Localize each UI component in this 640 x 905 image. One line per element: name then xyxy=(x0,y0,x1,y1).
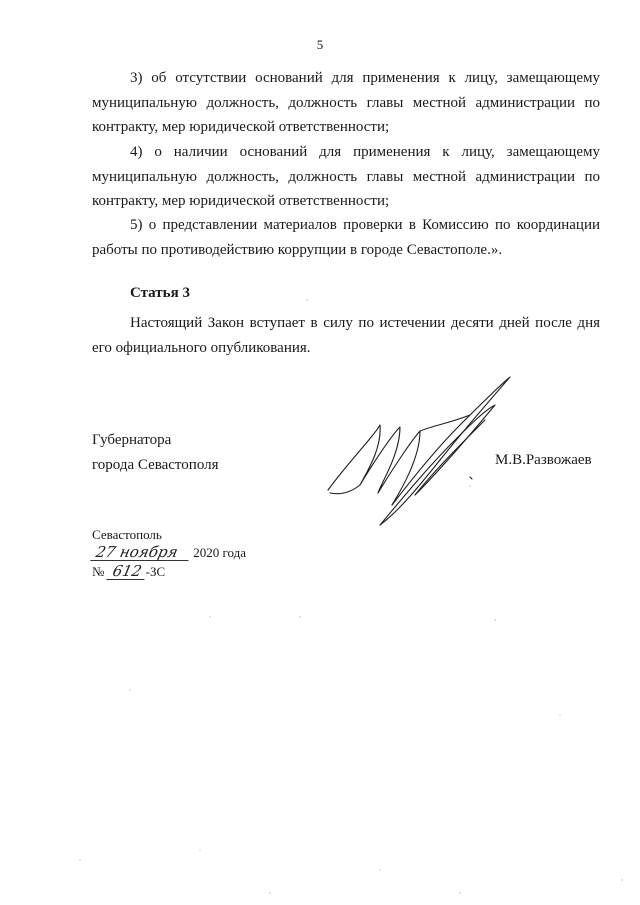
handwritten-date: 27 ноября xyxy=(90,545,191,561)
number-prefix: № xyxy=(92,564,105,579)
page-number: 5 xyxy=(316,37,324,52)
governor-title-line1: Губернатора xyxy=(92,432,172,448)
paragraph-item-4: 4) о наличии оснований для применения к лицу, замещающему муниципальную должность, должность главы местной администрации по контракту, мер юридической ответственности; xyxy=(92,144,600,209)
governor-name: М.В.Развожаев xyxy=(495,452,592,468)
governor-title-line2: города Севастополя xyxy=(92,456,219,473)
date-year: 2020 года xyxy=(193,545,247,560)
paragraph-item-3: 3) об отсутствии оснований для применения к лицу, замещающему муниципальную должность, должность главы местной администрации по контракту, мер юридической ответственности; xyxy=(92,70,600,135)
date-line xyxy=(92,545,246,561)
law-number-line xyxy=(92,564,165,580)
handwritten-law-number: 612 xyxy=(106,564,147,580)
governor-title xyxy=(92,428,219,477)
number-suffix: -ЗС xyxy=(145,564,166,579)
paragraph-item-5: 5) о представлении материалов проверки в Комиссию по координации работы по противодействию коррупции в городе Севастополе.». xyxy=(92,217,600,258)
place-of-signing: Севастополь xyxy=(92,527,162,542)
article-heading: Статья 3 xyxy=(130,285,190,301)
article-text: Настоящий Закон вступает в силу по истечении десяти дней после дня его официального опубликования. xyxy=(92,315,600,356)
